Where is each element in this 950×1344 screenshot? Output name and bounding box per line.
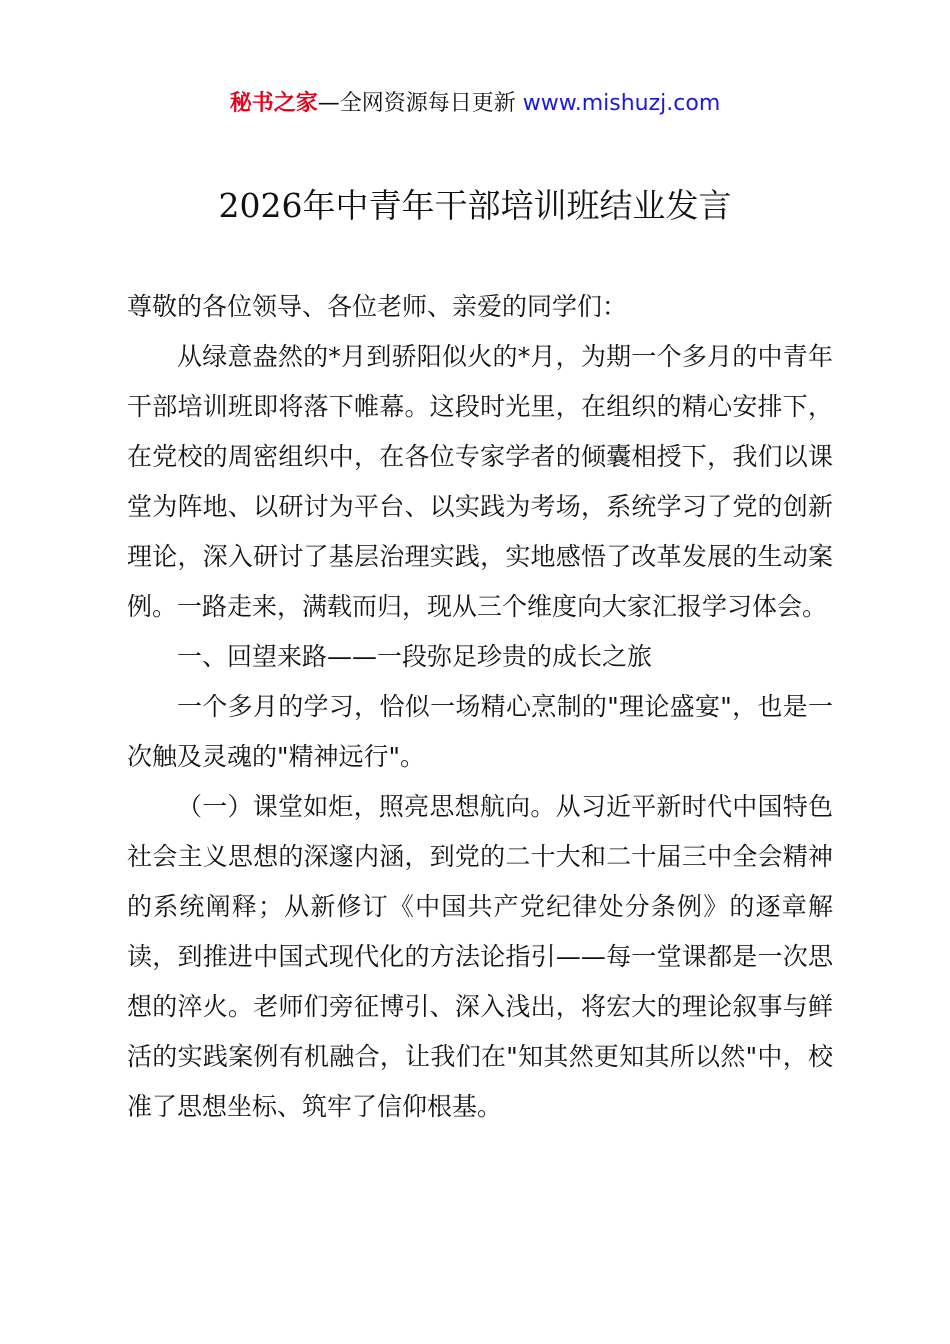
paragraph-intro: 从绿意盎然的*月到骄阳似火的*月，为期一个多月的中青年干部培训班即将落下帷幕。这段时光里，在组织的精心安排下，在党校的周密组织中，在各位专家学者的倾囊相授下，我们以课堂为阵地、以研讨为平台、以实践为考场，系统学习了党的创新理论，深入研讨了基层治理实践，实地感悟了改革发展的生动案例。一路走来，满载而归，现从三个维度向大家汇报学习体会。 xyxy=(127,342,833,621)
site-url-link[interactable]: www.mishuzj.com xyxy=(522,91,721,116)
paragraph-subsection-1: （一）课堂如炬，照亮思想航向。从习近平新时代中国特色社会主义思想的深邃内涵，到党的二十大和二十届三中全会精神的系统阐释；从新修订《中国共产党纪律处分条例》的逐章解读，到推进中国式现代化的方法论指引——每一堂课都是一次思想的淬火。老师们旁征博引、深入浅出，将宏大的理论叙事与鲜活的实践案例有机融合，让我们在"知其然更知其所以然"中，校准了思想坐标、筑牢了信仰根基。 xyxy=(127,792,833,1121)
paragraph-section-1-lead: 一个多月的学习，恰似一场精心烹制的"理论盛宴"，也是一次触及灵魂的"精神远行"。 xyxy=(127,692,833,771)
site-header xyxy=(0,88,950,120)
document-body xyxy=(127,282,833,1132)
header-tagline: —全网资源每日更新 xyxy=(317,91,516,116)
document-title: 2026年中青年干部培训班结业发言 xyxy=(218,186,732,225)
section-heading-1: 一、回望来路——一段弥足珍贵的成长之旅 xyxy=(177,642,653,671)
brand-name: 秘书之家 xyxy=(229,91,318,116)
salutation: 尊敬的各位领导、各位老师、亲爱的同学们： xyxy=(127,292,628,321)
